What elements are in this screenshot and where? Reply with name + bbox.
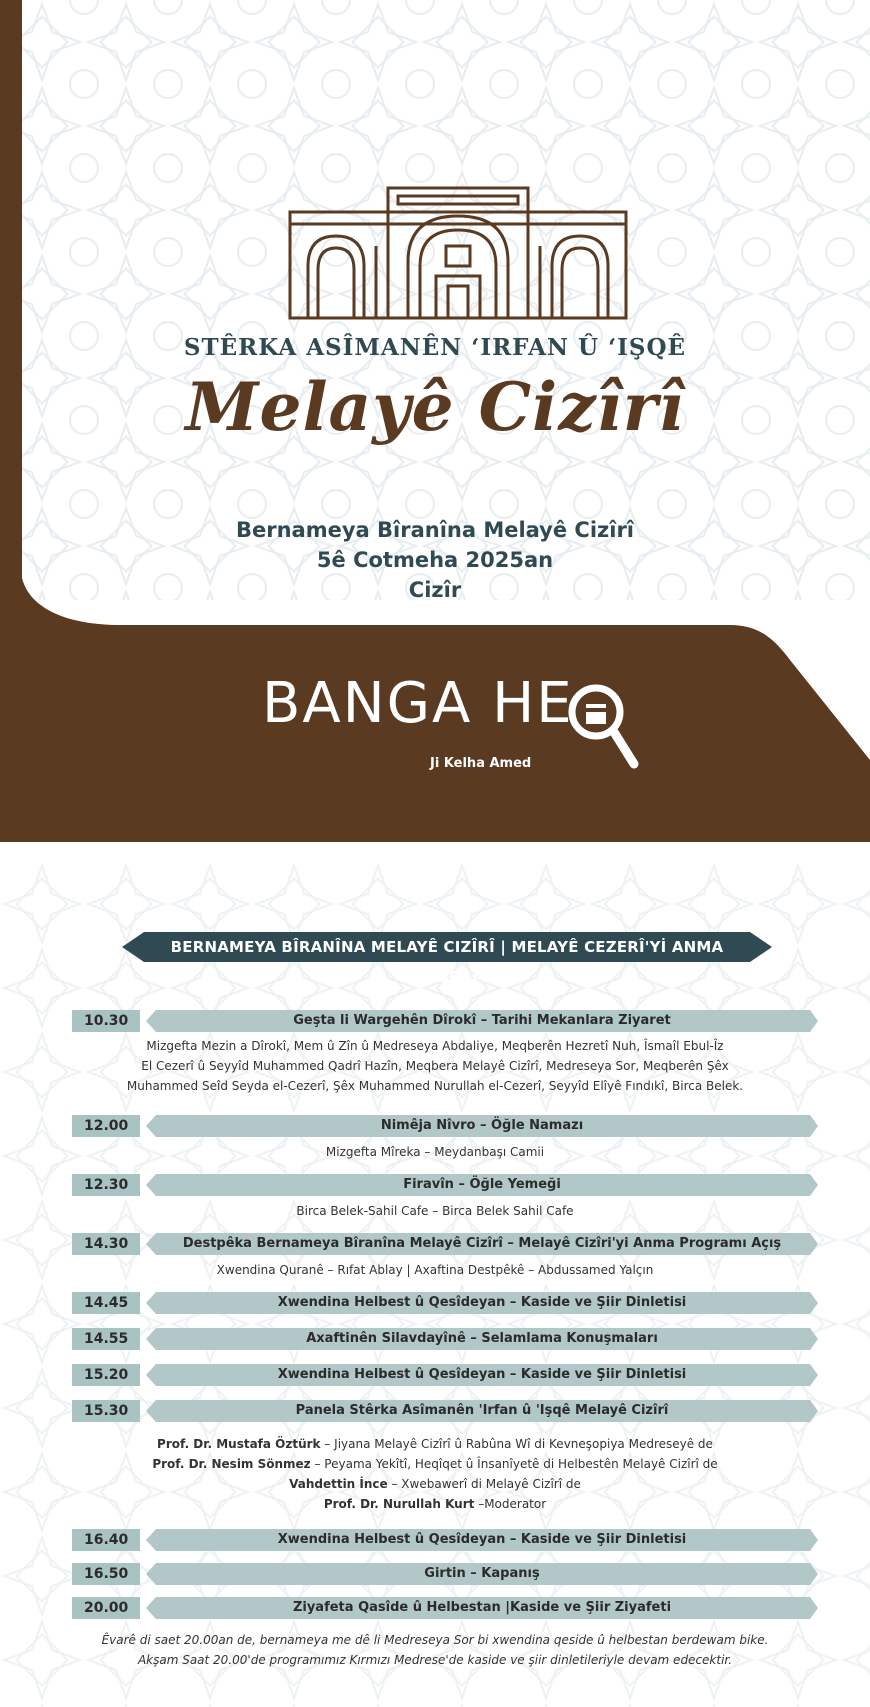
- footer-line: Akşam Saat 20.00'de programımız Kırmızı Medrese'de kaside ve şiir dinletileriyle devam edecektir.: [137, 1653, 733, 1667]
- panelist-line: [0, 1494, 870, 1514]
- panelist-line: [0, 1454, 870, 1474]
- panelist-name: Prof. Dr. Mustafa Öztürk: [157, 1437, 321, 1451]
- description-line: Xwendina Quranê – Rıfat Ablay | Axaftina Destpêkê – Abdussamed Yalçın: [216, 1263, 654, 1277]
- time-label: 16.40: [72, 1529, 140, 1551]
- item-title: Girtin – Kapanış: [424, 1566, 540, 1581]
- item-title: Nimêja Nîvro – Öğle Namazı: [380, 1118, 584, 1133]
- item-title: Geşta li Wargehên Dîrokî – Tarihi Mekanlara Ziyaret: [293, 1013, 671, 1028]
- title-bar: [146, 1292, 818, 1314]
- time-label: 15.30: [72, 1400, 140, 1422]
- schedule-row: [72, 1010, 818, 1032]
- time-label: 12.00: [72, 1115, 140, 1137]
- schedule-row: [72, 1597, 818, 1619]
- panelist-name: Prof. Dr. Nurullah Kurt: [323, 1497, 475, 1511]
- brand-logo: [262, 672, 642, 782]
- title-bar: [146, 1597, 818, 1619]
- panelist-topic: – Xwebawerî di Melayê Cizîrî de: [387, 1477, 581, 1491]
- description-line: Birca Belek-Sahil Cafe – Birca Belek Sahil Cafe: [296, 1204, 574, 1218]
- cover-title: Melayê Cizîrî: [185, 368, 685, 446]
- program-section: [0, 862, 870, 1707]
- schedule-row: [72, 1400, 818, 1422]
- panelist-topic: – Peyama Yekîtî, Heqîqet û Însanîyetê di Helbestên Melayê Cizîrî de: [310, 1457, 718, 1471]
- title-bar: [146, 1174, 818, 1196]
- cover-section: [0, 0, 870, 842]
- panelist-topic: –Moderator: [474, 1497, 547, 1511]
- item-description: [0, 1260, 870, 1280]
- description-line: Muhammed Seîd Seyda el-Cezerî, Şêx Muhammed Nurullah el-Cezerî, Seyyîd Elîyê Fındıkî, Birca Belek.: [126, 1079, 744, 1093]
- brand-name: BANGA HE: [262, 671, 574, 736]
- item-title: Axaftinên Silavdayînê – Selamlama Konuşmaları: [306, 1331, 658, 1346]
- time-label: 14.45: [72, 1292, 140, 1314]
- panelist-topic: – Jiyana Melayê Cizîrî û Rabûna Wî di Kevneşopiya Medreseyê de: [320, 1437, 713, 1451]
- panelist-line: [0, 1434, 870, 1454]
- schedule-row: [72, 1529, 818, 1551]
- item-title: Firavîn – Öğle Yemeği: [403, 1177, 561, 1192]
- footer-line: Êvarê di saet 20.00an de, bernameya me dê li Medreseya Sor bi xwendina qeside û helbestan berdewam bike.: [101, 1633, 769, 1647]
- description-line: Mizgefta Mîreka – Meydanbaşı Camii: [325, 1145, 545, 1159]
- item-title: Destpêka Bernameya Bîranîna Melayê Cizîrî – Melayê Cizîri'yi Anma Programı Açış: [182, 1236, 782, 1251]
- cover-subtitle: STÊRKA ASÎMANÊN ‘IRFAN Û ‘IŞQÊ: [183, 334, 687, 361]
- time-label: 14.30: [72, 1233, 140, 1255]
- item-title: Panela Stêrka Asîmanên 'Irfan û 'Işqê Melayê Cizîrî: [295, 1403, 669, 1418]
- item-title: Xwendina Helbest û Qesîdeyan – Kaside ve Şiir Dinletisi: [277, 1367, 687, 1382]
- item-title: Xwendina Helbest û Qesîdeyan – Kaside ve Şiir Dinletisi: [277, 1532, 687, 1547]
- panelist-name: Vahdettin İnce: [289, 1477, 388, 1491]
- time-label: 10.30: [72, 1010, 140, 1032]
- event-location: Cizîr: [408, 578, 462, 602]
- time-label: 14.55: [72, 1328, 140, 1350]
- description-line: Mizgefta Mezin a Dîrokî, Mem û Zîn û Medreseya Abdaliye, Meqberên Hezretî Nuh, Îsmaîl Ebul-Îz: [146, 1039, 724, 1053]
- schedule-row: [72, 1174, 818, 1196]
- description-line: El Cezerî û Seyyîd Muhammed Qadrî Hazîn, Meqbera Melayê Cizîrî, Medreseya Sor, Meqberên Şêx: [141, 1059, 729, 1073]
- program-header: [122, 932, 772, 986]
- schedule-row: [72, 1115, 818, 1137]
- title-bar: [146, 1328, 818, 1350]
- title-bar: [146, 1364, 818, 1386]
- schedule-row: [72, 1233, 818, 1255]
- item-description: [0, 1201, 870, 1221]
- page-gap: [0, 842, 870, 862]
- schedule-row: [72, 1292, 818, 1314]
- time-label: 15.20: [72, 1364, 140, 1386]
- title-bar: [146, 1115, 818, 1137]
- item-description: [0, 1142, 870, 1162]
- title-bar: [146, 1529, 818, 1551]
- time-label: 16.50: [72, 1563, 140, 1585]
- building-logo-icon: [288, 186, 628, 322]
- title-bar: [146, 1400, 818, 1422]
- panelist-line: [0, 1474, 870, 1494]
- schedule-row: [72, 1563, 818, 1585]
- title-bar: [146, 1563, 818, 1585]
- title-bar: [146, 1010, 818, 1032]
- event-date: 5ê Cotmeha 2025an: [316, 548, 554, 572]
- schedule-row: [72, 1328, 818, 1350]
- cover-info: [0, 515, 870, 605]
- item-description: [0, 1036, 870, 1096]
- time-label: 20.00: [72, 1597, 140, 1619]
- schedule-row: [72, 1364, 818, 1386]
- program-footer: [0, 1630, 870, 1670]
- event-name: Bernameya Bîranîna Melayê Cizîrî: [235, 518, 635, 542]
- item-title: Ziyafeta Qasîde û Helbestan |Kaside ve Şiir Ziyafeti: [292, 1600, 672, 1615]
- program-header-text: BERNAMEYA BÎRANÎNA MELAYÊ CIZÎRÎ | MELAYÊ CEZERÎ'Yİ ANMA PROGRAMI: [170, 938, 724, 986]
- item-title: Xwendina Helbest û Qesîdeyan – Kaside ve Şiir Dinletisi: [277, 1295, 687, 1310]
- panelist-name: Prof. Dr. Nesim Sönmez: [152, 1457, 311, 1471]
- time-label: 12.30: [72, 1174, 140, 1196]
- magnifier-icon: [562, 678, 642, 774]
- title-bar: [146, 1233, 818, 1255]
- panel-description: [0, 1434, 870, 1514]
- brand-subtitle: Ji Kelha Amed: [430, 756, 532, 771]
